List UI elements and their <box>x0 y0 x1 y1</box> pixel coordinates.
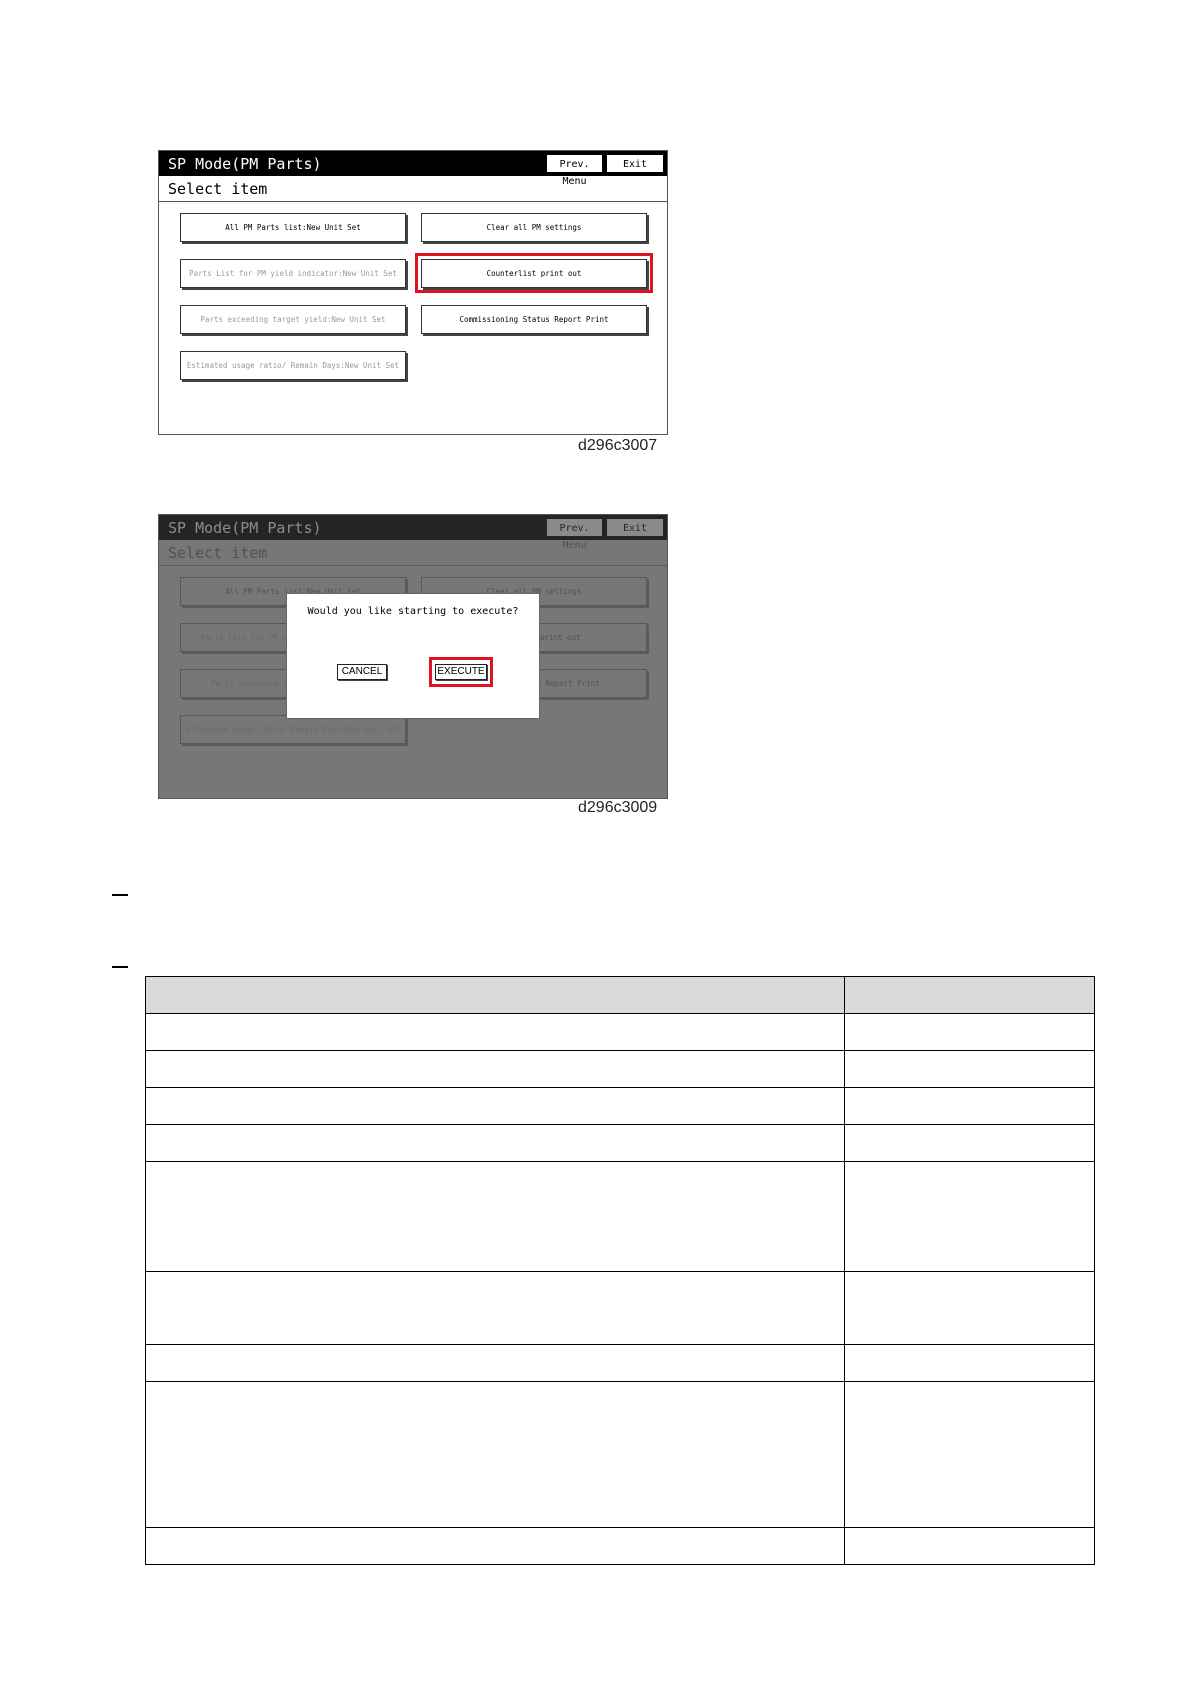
figure-caption: d296c3009 <box>578 799 658 816</box>
table-cell <box>845 1382 1095 1528</box>
table-row <box>146 1382 1095 1528</box>
dialog-message: Would you like starting to execute? <box>307 606 519 617</box>
confirm-dialog <box>286 593 540 719</box>
highlight-frame <box>429 657 493 687</box>
table-cell <box>845 1162 1095 1272</box>
table-cell <box>146 1014 845 1051</box>
table-header-cell <box>146 977 845 1014</box>
estimated-usage-button[interactable]: Estimated usage ratio/ Remain Days:New Unit Set <box>180 351 406 380</box>
parts-exceeding-yield-button[interactable]: Parts exceeding target yield:New Unit Set <box>180 305 406 334</box>
screen-title: SP Mode(PM Parts) <box>168 155 322 173</box>
table-cell <box>845 1051 1095 1088</box>
table-row <box>146 1272 1095 1345</box>
list-marker <box>112 894 128 896</box>
table-cell <box>845 1014 1095 1051</box>
clear-all-pm-settings-button[interactable]: Clear all PM settings <box>421 213 647 242</box>
table-cell <box>146 1088 845 1125</box>
table-cell <box>146 1382 845 1528</box>
table-cell <box>146 1345 845 1382</box>
table-cell <box>845 1528 1095 1565</box>
parts-list-yield-button[interactable]: Parts List for PM yield indicator:New Unit Set <box>180 259 406 288</box>
sub-title-bar <box>159 176 667 202</box>
all-pm-parts-button[interactable]: All PM Parts list:New Unit Set <box>180 213 406 242</box>
prev-menu-button[interactable]: Prev. Menu <box>547 155 602 172</box>
table-row <box>146 1088 1095 1125</box>
table-header-row <box>146 977 1095 1014</box>
dim-overlay <box>159 515 667 540</box>
exit-button[interactable]: Exit <box>607 155 663 172</box>
table-cell <box>845 1345 1095 1382</box>
table-cell <box>146 1528 845 1565</box>
table-header-cell <box>845 977 1095 1014</box>
table-row <box>146 1345 1095 1382</box>
title-bar <box>159 515 667 540</box>
table-cell <box>845 1088 1095 1125</box>
table-cell <box>845 1125 1095 1162</box>
counterlist-print-button[interactable]: Counterlist print out <box>421 259 647 288</box>
execute-button[interactable]: EXECUTE <box>435 664 487 680</box>
content-table <box>145 976 1095 1565</box>
table-cell <box>845 1272 1095 1345</box>
table-cell <box>146 1162 845 1272</box>
select-item-label: Select item <box>168 180 268 198</box>
table-row <box>146 1162 1095 1272</box>
table-row <box>146 1125 1095 1162</box>
sp-mode-screen-1 <box>158 150 668 435</box>
table-row <box>146 1528 1095 1565</box>
table-cell <box>146 1272 845 1345</box>
cancel-button[interactable]: CANCEL <box>337 664 387 680</box>
title-bar <box>159 151 667 187</box>
list-marker <box>112 966 128 968</box>
table-cell <box>146 1125 845 1162</box>
highlight-frame <box>415 253 653 293</box>
figure-caption: d296c3007 <box>578 437 658 454</box>
table-row <box>146 1051 1095 1088</box>
sp-mode-screen-2 <box>158 514 668 799</box>
commissioning-report-button[interactable]: Commissioning Status Report Print <box>421 305 647 334</box>
table-row <box>146 1014 1095 1051</box>
table-cell <box>146 1051 845 1088</box>
